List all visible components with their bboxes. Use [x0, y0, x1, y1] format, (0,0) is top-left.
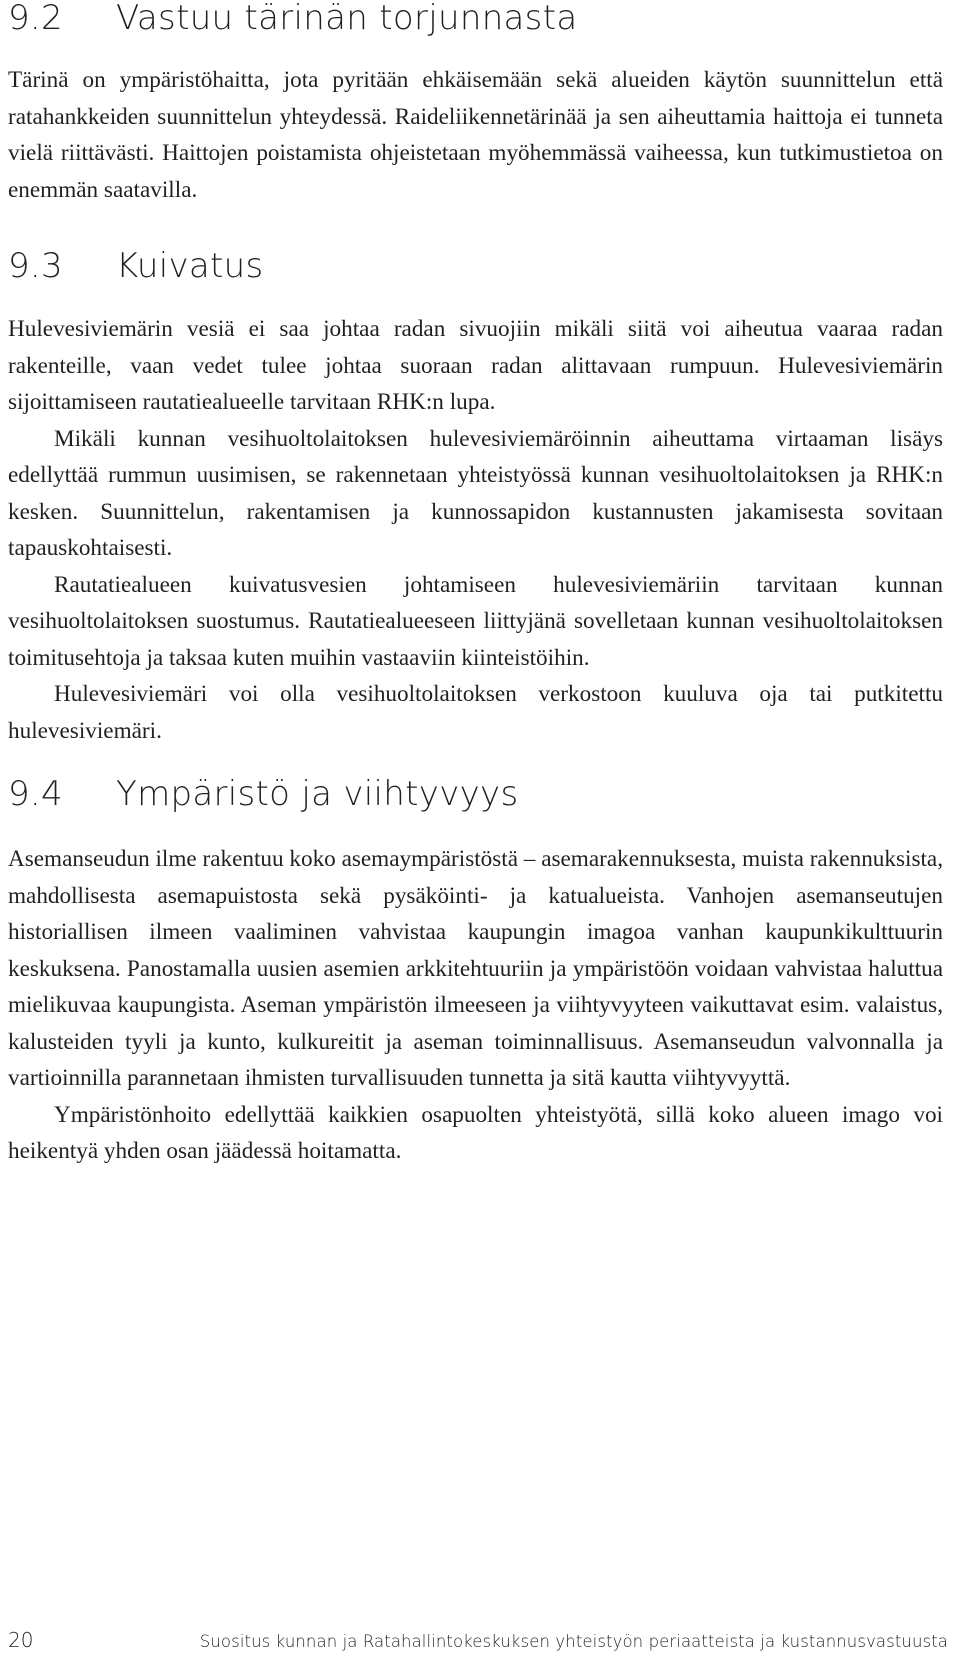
paragraph: Asemanseudun ilme rakentuu koko asemaympäristöstä – asemarakennuksesta, muista rakennuksista, mahdollisesta asemapuistosta sekä pysäköinti- ja katualueista. Vanhojen asemanseutujen historiallisen ilmeen vaaliminen vahvistaa kaupungin imagoa vanhan kaupunkikulttuurin keskuksena. Panostamalla uusien asemien arkkitehtuuriin ja ympäristöön voidaan vahvistaa haluttua mielikuvaa kaupungista. Aseman ympäristön ilmeeseen ja viihtyvyyteen vaikuttavat esim. valaistus, kalusteiden tyyli ja kunto, kulkureitit ja aseman toiminnallisuus. Asemanseudun valvonnalla ja vartioinnilla parannetaan ihmisten turvallisuuden tunnetta ja sitä kautta viihtyvyyttä. — [8, 846, 943, 1091]
section-body — [8, 62, 943, 208]
section-number: 9.2 — [8, 0, 63, 38]
paragraph: Ympäristönhoito edellyttää kaikkien osapuolten yhteistyötä, sillä koko alueen imago voi heikentyä yhden osan jäädessä hoitamatta. — [8, 1101, 943, 1164]
paragraph: Hulevesiviemärin vesiä ei saa johtaa radan sivuojiin mikäli siitä voi aiheutua vaaraa radan rakenteille, vaan vedet tulee johtaa suoraan radan alittavaan rumpuun. Hulevesiviemärin sijoittamiseen rautatiealueelle tarvitaan RHK:n lupa. — [8, 316, 943, 415]
section-title: Ympäristö ja viihtyvyys — [116, 774, 519, 814]
section-heading — [8, 774, 518, 814]
paragraph: Hulevesiviemäri voi olla vesihuoltolaitoksen verkostoon kuuluva oja tai putkitettu hulevesiviemäri. — [8, 681, 943, 744]
paragraph: Rautatiealueen kuivatusvesien johtamiseen hulevesiviemäriin tarvitaan kunnan vesihuoltolaitoksen suostumus. Rautatiealueeseen liittyjänä sovelletaan kunnan vesihuoltolaitoksen toimitusehtoja ja taksaa kuten muihin vastaaviin kiinteistöihin. — [8, 571, 943, 671]
paragraph: Mikäli kunnan vesihuoltolaitoksen hulevesiviemäröinnin aiheuttama virtaaman lisäys edellyttää rummun uusimisen, se rakennetaan yhteistyössä kunnan vesihuoltolaitoksen ja RHK:n kesken. Suunnittelun, rakentamisen ja kunnossapidon kustannusten jakamisesta sovitaan tapauskohtaisesti. — [8, 425, 943, 561]
section-heading — [8, 0, 577, 38]
section-title: Vastuu tärinän torjunnasta — [116, 0, 578, 38]
page-footer — [8, 1628, 948, 1658]
section-title: Kuivatus — [116, 246, 264, 286]
section-heading — [8, 246, 264, 286]
running-title: Suositus kunnan ja Ratahallintokeskuksen yhteistyön periaatteista ja kustannusvastuusta — [199, 1632, 948, 1651]
paragraph: Tärinä on ympäristöhaitta, jota pyritään ehkäisemään sekä alueiden käytön suunnittelun että ratahankkeiden suunnittelun yhteydessä. Raideliikennetärinää ja sen aiheuttamia haittoja ei tunneta vielä riittävästi. Haittojen poistamista ohjeistetaan myöhemmässä vaiheessa, kun tutkimustietoa on enemmän saatavilla. — [8, 67, 943, 203]
section-number: 9.3 — [8, 246, 63, 286]
page-number: 20 — [8, 1628, 34, 1652]
section-body — [8, 841, 943, 1170]
section-body — [8, 311, 943, 749]
section-number: 9.4 — [8, 774, 63, 814]
